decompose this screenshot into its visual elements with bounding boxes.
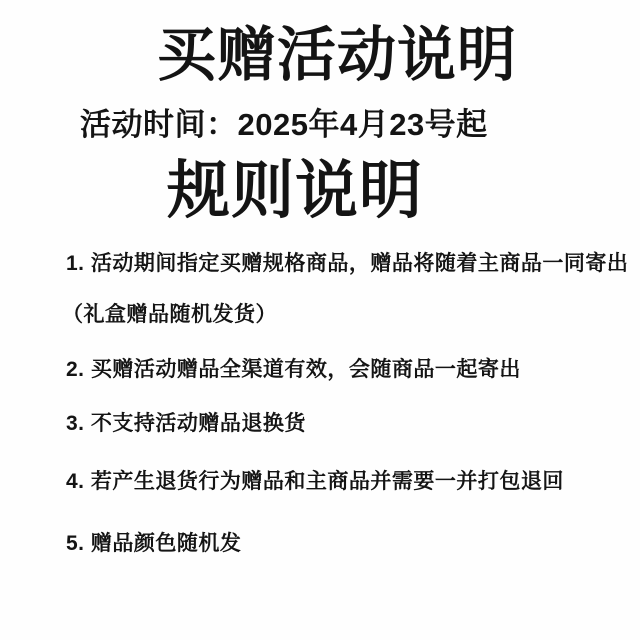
rule-item-1: 1. 活动期间指定买赠规格商品，赠品将随着主商品一同寄出 xyxy=(66,252,629,275)
page-title: 买赠活动说明 xyxy=(157,22,518,88)
rule-item-5: 5. 赠品颜色随机发 xyxy=(66,532,242,555)
rule-item-1-note: （礼盒赠品随机发货） xyxy=(62,303,277,326)
rule-item-3: 3. 不支持活动赠品退换货 xyxy=(66,412,306,435)
rule-item-4: 4. 若产生退货行为赠品和主商品并需要一并打包退回 xyxy=(66,470,564,493)
rules-heading: 规则说明 xyxy=(167,156,423,226)
activity-time-text: 活动时间：2025年4月23号起 xyxy=(80,107,488,142)
rule-item-2: 2. 买赠活动赠品全渠道有效，会随商品一起寄出 xyxy=(66,358,521,381)
